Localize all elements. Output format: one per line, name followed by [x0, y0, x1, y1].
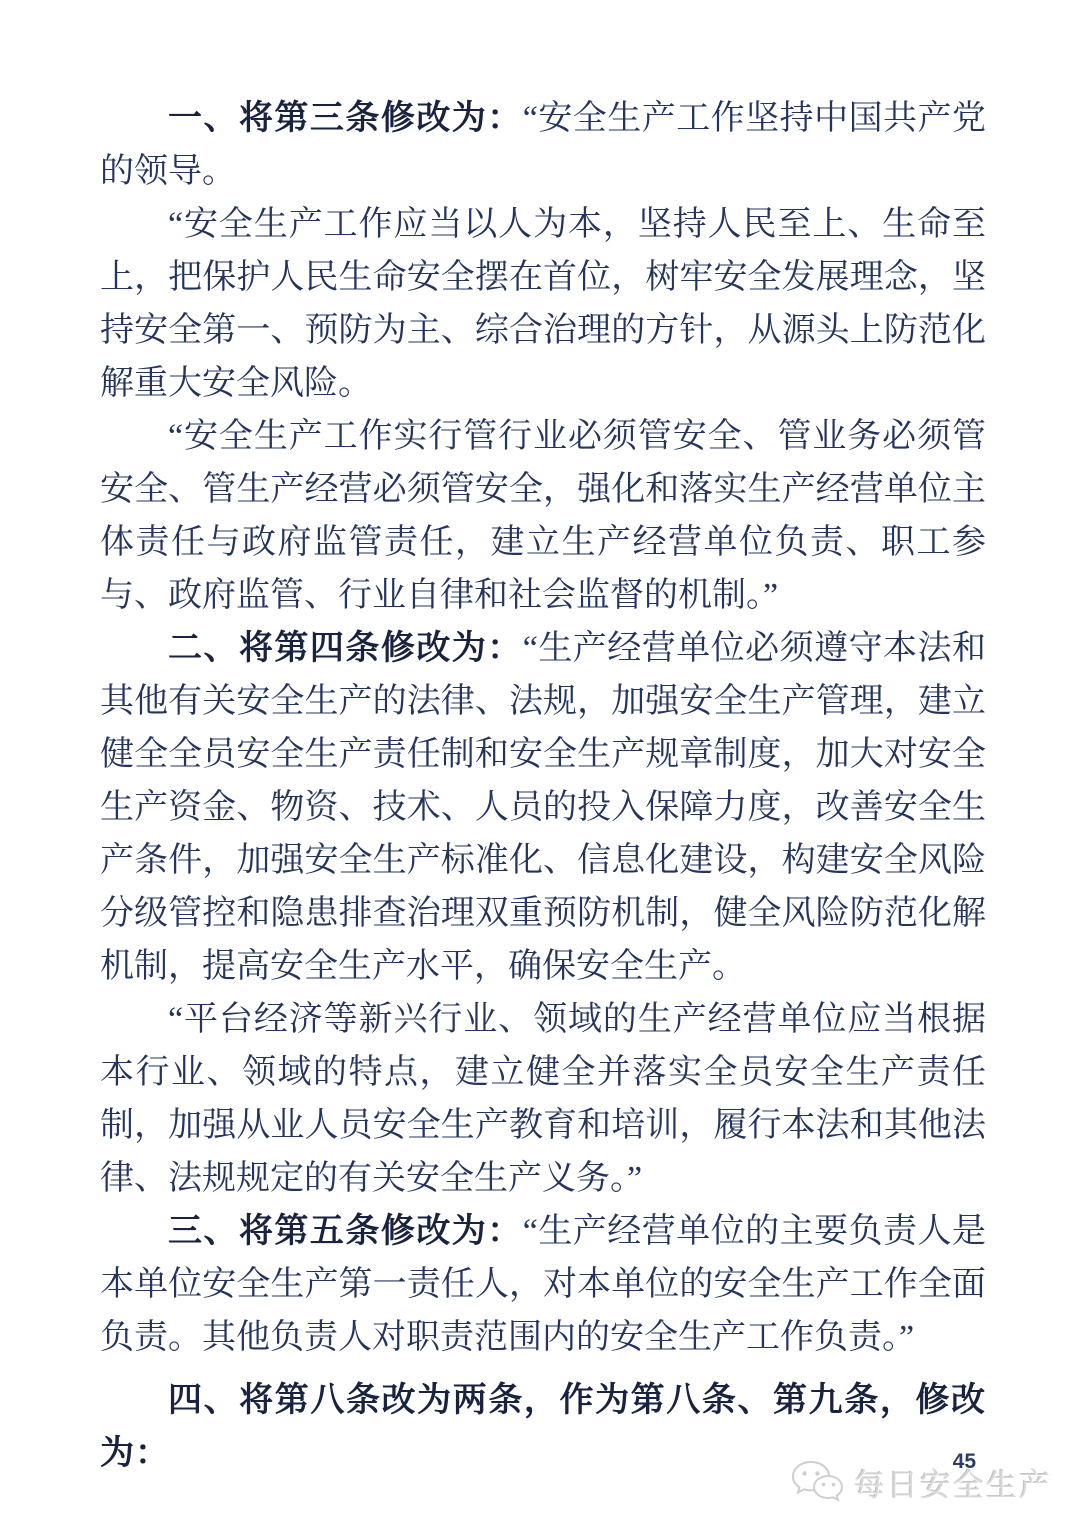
paragraph-text: “平台经济等新兴行业、领域的生产经营单位应当根据本行业、领域的特点，建立健全并落实全员安全生产责任制，加强从业人员安全生产教育和培训，履行本法和其他法律、法规规定的有关安全生产义务。”	[100, 1001, 986, 1197]
paragraph-text: “安全生产工作应当以人为本，坚持人民至上、生命至上，把保护人民生命安全摆在首位，树牢安全发展理念，坚持安全第一、预防为主、综合治理的方针，从源头上防范化解重大安全风险。	[100, 206, 986, 402]
wechat-icon	[790, 1458, 844, 1506]
paragraph	[100, 993, 986, 1205]
paragraph	[100, 92, 986, 198]
paragraph	[100, 198, 986, 410]
paragraph	[100, 410, 986, 622]
paragraph-lead: 一、将第三条修改为：	[168, 99, 523, 137]
paragraph	[100, 1205, 986, 1364]
paragraph-lead: 二、将第四条修改为：	[168, 629, 523, 667]
page-number: 45	[952, 1450, 976, 1473]
paragraph-text: “安全生产工作实行管行业必须管安全、管业务必须管安全、管生产经营必须管安全，强化和落实生产经营单位主体责任与政府监管责任，建立生产经营单位负责、职工参与、政府监管、行业自律和社会监督的机制。”	[100, 418, 986, 614]
paragraph-text: “生产经营单位的主要负责人是本单位安全生产第一责任人，对本单位的安全生产工作全面负责。其他负责人对职责范围内的安全生产工作负责。”	[100, 1213, 987, 1356]
paragraph	[100, 622, 986, 993]
watermark	[790, 1458, 1052, 1506]
watermark-label: 每日安全生产	[854, 1467, 1052, 1503]
paragraph-lead: 三、将第五条修改为：	[168, 1212, 523, 1250]
paragraph-text: “安全生产工作坚持中国共产党的领导。	[100, 100, 987, 190]
document-body	[100, 92, 986, 1480]
paragraph-text: “生产经营单位必须遵守本法和其他有关安全生产的法律、法规，加强安全生产管理，建立健全全员安全生产责任制和安全生产规章制度，加大对安全生产资金、物资、技术、人员的投入保障力度，改善安全生产条件，加强安全生产标准化、信息化建设，构建安全风险分级管控和隐患排查治理双重预防机制，健全风险防范化解机制，提高安全生产水平，确保安全生产。	[100, 630, 987, 985]
paragraph-lead: 四、将第八条改为两条，作为第八条、第九条，修改为：	[100, 1381, 986, 1472]
